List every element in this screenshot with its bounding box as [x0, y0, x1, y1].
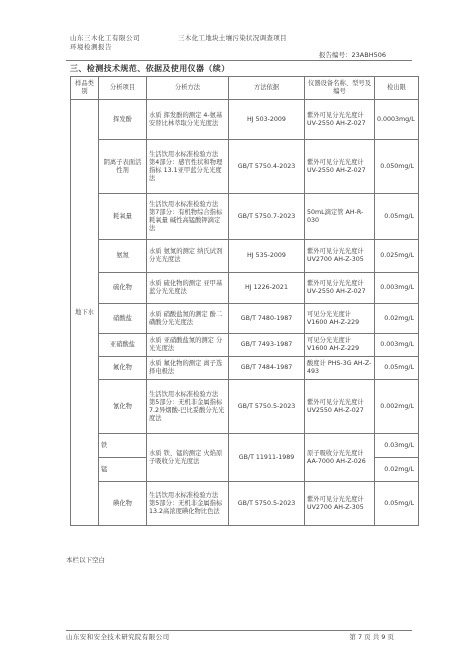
row-method: 生活饮用水标准检验方法 第7部分：有机物综合指标 耗氧量 碱性高锰酸钾滴定法 — [147, 194, 229, 240]
header-project: 三木化工地块土壤污染状况调查项目 — [178, 34, 287, 42]
row-item: 氟化物 — [99, 357, 147, 380]
row-item: 锰 — [99, 458, 147, 482]
col-header-instrument: 仪器设备名称、型号及编号 — [305, 77, 375, 100]
blank-below-note: 本栏以下空白 — [66, 556, 105, 564]
row-limit: 0.003mg/L — [375, 334, 419, 357]
row-basis: HJ 1226-2021 — [229, 273, 305, 304]
row-method: 生活饮用水标准检验方法 第5部分：无机非金属指标 7.2异烟酸-巴比妥酸分光光度法 — [147, 380, 229, 434]
row-basis: GB/T 5750.7-2023 — [229, 194, 305, 240]
row-limit: 0.003mg/L — [375, 273, 419, 304]
table-header-row — [71, 77, 419, 100]
row-method: 水质 硝酸盐氮的测定 酚二磺酸分光光度法 — [147, 304, 229, 334]
row-instrument: 紫外可见分光光度计 UV-2550 AH-Z-027 — [305, 140, 375, 194]
row-instrument: 原子吸收分光光度计 AA-7000 AH-Z-026 — [305, 434, 375, 482]
row-basis: HJ 535-2009 — [229, 240, 305, 273]
row-item: 铁 — [99, 434, 147, 458]
section-title: 三、检测技术规范、依据及使用仪器（续） — [70, 64, 230, 73]
row-basis: GB/T 7480-1987 — [229, 304, 305, 334]
table-row — [71, 194, 419, 240]
row-basis: GB/T 5750.5-2023 — [229, 482, 305, 526]
row-limit: 0.025mg/L — [375, 240, 419, 273]
row-limit: 0.050mg/L — [375, 140, 419, 194]
row-instrument: 酸度计 PHS-3G AH-Z-493 — [305, 357, 375, 380]
row-method: 水质 亚硝酸盐氮的测定 分光光度法 — [147, 334, 229, 357]
row-instrument: 紫外可见分光光度计 UV2700 AH-Z-305 — [305, 240, 375, 273]
row-method: 生活饮用水标准检验方法 第4部分：感官性状和物理指标 13.1亚甲蓝分光光度法 — [147, 140, 229, 194]
row-method: 水质 氨氮的测定 纳氏试剂分光光度法 — [147, 240, 229, 273]
table-row — [71, 240, 419, 273]
header-company: 山东三木化工有限公司 — [70, 34, 140, 42]
row-limit: 0.02mg/L — [375, 304, 419, 334]
row-basis: GB/T 5750.5-2023 — [229, 380, 305, 434]
row-instrument: 50mL滴定管 AH-R-030 — [305, 194, 375, 240]
row-instrument: 可见分光光度计 V1600 AH-Z-229 — [305, 334, 375, 357]
table-row — [71, 482, 419, 526]
row-limit: 0.02mg/L — [375, 458, 419, 482]
table-row — [71, 334, 419, 357]
row-item: 亚硝酸盐 — [99, 334, 147, 357]
row-basis: GB/T 11911-1989 — [229, 434, 305, 482]
col-header-basis: 方法依据 — [229, 77, 305, 100]
row-limit: 0.0003mg/L — [375, 100, 419, 140]
row-basis: GB/T 7493-1987 — [229, 334, 305, 357]
row-item: 碘化物 — [99, 482, 147, 526]
header-divider — [66, 60, 412, 61]
row-item: 氰化物 — [99, 380, 147, 434]
table-row — [71, 434, 419, 458]
footer-divider — [66, 630, 412, 631]
table-row — [71, 304, 419, 334]
row-item: 氨氮 — [99, 240, 147, 273]
row-method: 水质 硫化物的测定 亚甲基蓝分光光度法 — [147, 273, 229, 304]
header-report-type: 环境检测报告 — [70, 43, 112, 51]
col-header-method: 分析方法 — [147, 77, 229, 100]
row-limit: 0.05mg/L — [375, 357, 419, 380]
row-limit: 0.002mg/L — [375, 380, 419, 434]
col-header-item: 分析项目 — [99, 77, 147, 100]
row-instrument: 紫外可见分光光度计 UV2550 AH-Z-027 — [305, 380, 375, 434]
row-instrument: 紫外可见分光光度计 UV2700 AH-Z-305 — [305, 482, 375, 526]
row-instrument: 紫外可见分光光度计 UV-2550 AH-Z-027 — [305, 100, 375, 140]
row-item: 挥发酚 — [99, 100, 147, 140]
row-basis: HJ 503-2009 — [229, 100, 305, 140]
table-row — [71, 380, 419, 434]
footer-page-number: 第 7 页 共 9 页 — [349, 633, 394, 641]
row-limit: 0.05mg/L — [375, 482, 419, 526]
row-instrument: 紫外可见分光光度计 UV-2550 AH-Z-027 — [305, 273, 375, 304]
row-item: 硝酸盐 — [99, 304, 147, 334]
col-header-category: 样品类别 — [71, 77, 99, 100]
sample-category-cell: 地下水 — [71, 100, 99, 526]
row-instrument: 可见分光光度计 V1600 AH-Z-229 — [305, 304, 375, 334]
table-row — [71, 273, 419, 304]
col-header-limit: 检出限 — [375, 77, 419, 100]
table-row — [71, 357, 419, 380]
methods-table — [70, 76, 419, 526]
row-basis: GB/T 7484-1987 — [229, 357, 305, 380]
row-method: 生活饮用水标准检验方法 第5部分：无机非金属指标 13.2高浓度碘化物比色法 — [147, 482, 229, 526]
table-row — [71, 140, 419, 194]
row-item: 耗氧量 — [99, 194, 147, 240]
header-report-number: 报告编号：23ABH506 — [319, 51, 386, 59]
table-row — [71, 100, 419, 140]
row-limit: 0.03mg/L — [375, 434, 419, 458]
row-item: 阴离子表面活性剂 — [99, 140, 147, 194]
footer-company: 山东安和安全技术研究院有限公司 — [66, 633, 170, 641]
row-method: 水质 挥发酚的测定 4-氨基安替比林萃取分光光度法 — [147, 100, 229, 140]
row-method: 水质 铁、锰的测定 火焰原子吸收分光光度法 — [147, 434, 229, 482]
row-item: 硫化物 — [99, 273, 147, 304]
row-basis: GB/T 5750.4-2023 — [229, 140, 305, 194]
row-method: 水质 氟化物的测定 离子选择电极法 — [147, 357, 229, 380]
row-limit: 0.05mg/L — [375, 194, 419, 240]
